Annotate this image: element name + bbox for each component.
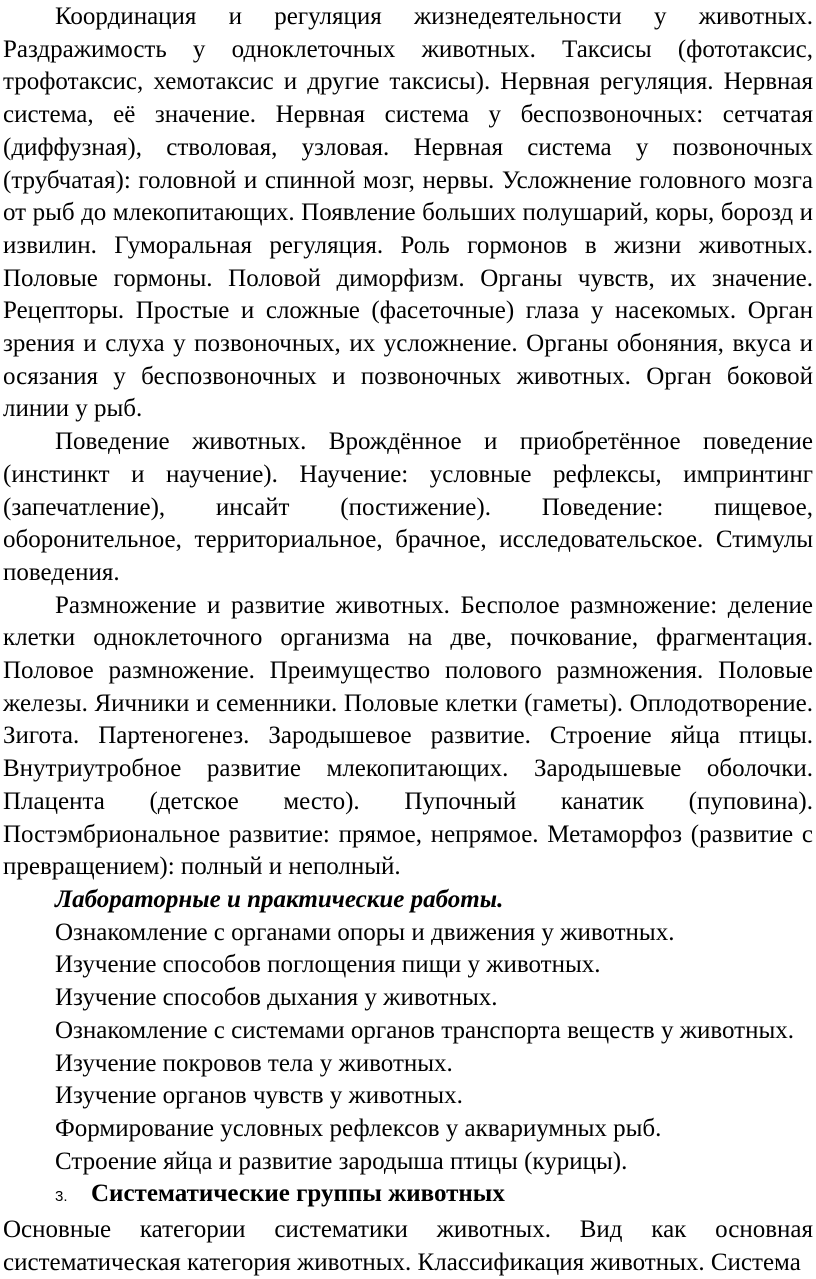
paragraph-systematics: Основные категории систематики животных. Вид как основная систематическая категория животных. Классификация животных. Система (3, 1216, 813, 1276)
section-heading (3, 1178, 813, 1214)
lab-item: Изучение способов поглощения пищи у животных. (55, 951, 601, 979)
section-number: 3. (55, 1188, 68, 1206)
lab-item: Ознакомление с системами органов транспорта веществ у животных. (55, 1016, 795, 1044)
lab-item: Строение яйца и развитие зародыша птицы (курицы). (55, 1147, 628, 1175)
lab-item: Ознакомление с органами опоры и движения у животных. (55, 918, 675, 946)
paragraph-reproduction: Размножение и развитие животных. Бесполое размножение: деление клетки одноклеточного организма на две, почкование, фрагментация. Половое размножение. Преимущество полового размножения. Половые железы. Яичники и семенники. Половые клетки (гаметы). Оплодотворение. Зигота. Партеногенез. Зародышевое развитие. Строение яйца птицы. Внутриутробное развитие млекопитающих. Зародышевые оболочки. Плацента (детское место). Пупочный канатик (пуповина). Постэмбриональное развитие: прямое, непрямое. Метаморфоз (развитие с превращением): полный и неполный. (3, 591, 813, 881)
lab-item: Формирование условных рефлексов у аквариумных рыб. (55, 1114, 662, 1142)
paragraph-coordination: Координация и регуляция жизнедеятельности у животных. Раздражимость у одноклеточных животных. Таксисы (фототаксис, трофотаксис, хемотаксис и другие таксисы). Нервная регуляция. Нервная система, её значение. Нервная система у беспозвоночных: сетчатая (диффузная), стволовая, узловая. Нервная система у позвоночных (трубчатая): головной и спинной мозг, нервы. Усложнение головного мозга от рыб до млекопитающих. Появление больших полушарий, коры, борозд и извилин. Гуморальная регуляция. Роль гормонов в жизни животных. Половые гормоны. Половой диморфизм. Органы чувств, их значение. Рецепторы. Простые и сложные (фасеточные) глаза у насекомых. Орган зрения и слуха у позвоночных, их усложнение. Органы обоняния, вкуса и осязания у беспозвоночных и позвоночных животных. Орган боковой линии у рыб. (3, 3, 813, 423)
lab-works-heading: Лабораторные и практические работы. (55, 885, 504, 913)
paragraph-behavior: Поведение животных. Врождённое и приобретённое поведение (инстинкт и научение). Научение: условные рефлексы, импринтинг (запечатление), инсайт (постижение). Поведение: пищевое, оборонительное, территориальное, брачное, исследовательское. Стимулы поведения. (3, 428, 813, 586)
section-title: Систематические группы животных (91, 1180, 505, 1208)
lab-item: Изучение органов чувств у животных. (55, 1082, 463, 1110)
lab-item: Изучение покровов тела у животных. (55, 1049, 453, 1077)
lab-item: Изучение способов дыхания у животных. (55, 984, 498, 1012)
